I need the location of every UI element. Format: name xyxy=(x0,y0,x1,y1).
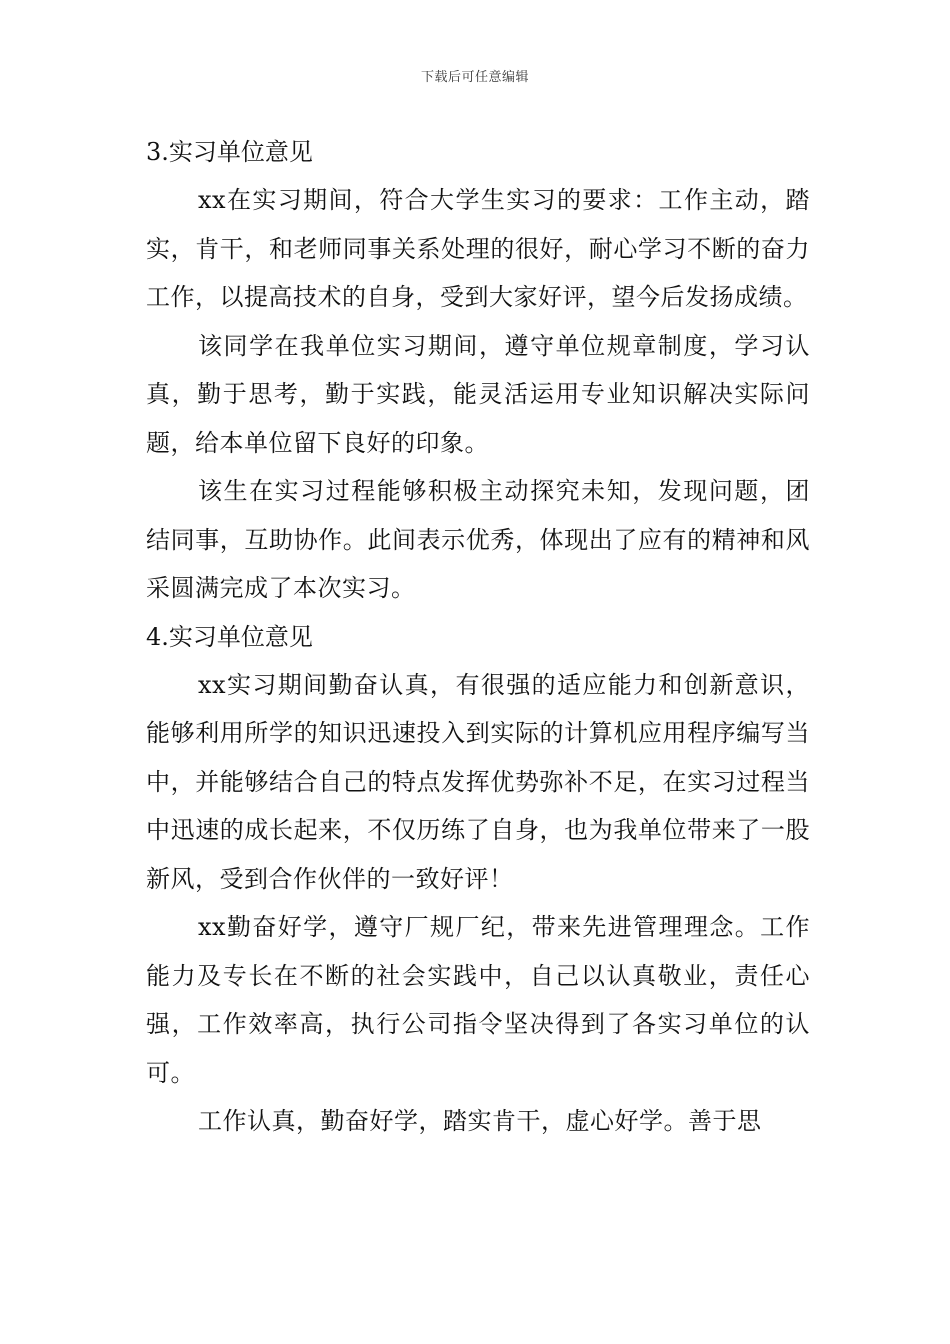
paragraph: 该生在实习过程能够积极主动探究未知，发现问题，团结同事，互助协作。此间表示优秀，体现出了应有的精神和风采圆满完成了本次实习。 xyxy=(146,477,810,602)
paragraph: 该同学在我单位实习期间，遵守单位规章制度，学习认真，勤于思考，勤于实践，能灵活运用专业知识解决实际问题，给本单位留下良好的印象。 xyxy=(146,331,810,457)
section-heading-3: 3.实习单位意见 xyxy=(146,138,313,166)
page-header-note: 下载后可任意编辑 xyxy=(420,70,529,85)
paragraph: xx实习期间勤奋认真，有很强的适应能力和创新意识，能够利用所学的知识迅速投入到实际的计算机应用程序编写当中，并能够结合自己的特点发挥优势弥补不足，在实习过程当中迅速的成长起来，不仅历练了自身，也为我单位带来了一股新风，受到合作伙伴的一致好评！ xyxy=(146,670,810,893)
paragraph: 工作认真，勤奋好学，踏实肯干，虚心好学。善于思 xyxy=(198,1107,762,1135)
section-heading-4: 4.实习单位意见 xyxy=(146,622,313,651)
paragraph: xx在实习期间，符合大学生实习的要求：工作主动，踏实，肯干，和老师同事关系处理的很好，耐心学习不断的奋力工作，以提高技术的自身，受到大家好评，望今后发扬成绩。 xyxy=(146,186,810,311)
document-body xyxy=(146,128,810,1146)
paragraph: xx勤奋好学，遵守厂规厂纪，带来先进管理理念。工作能力及专长在不断的社会实践中，自己以认真敬业，责任心强，工作效率高，执行公司指令坚决得到了各实习单位的认可。 xyxy=(146,913,810,1087)
